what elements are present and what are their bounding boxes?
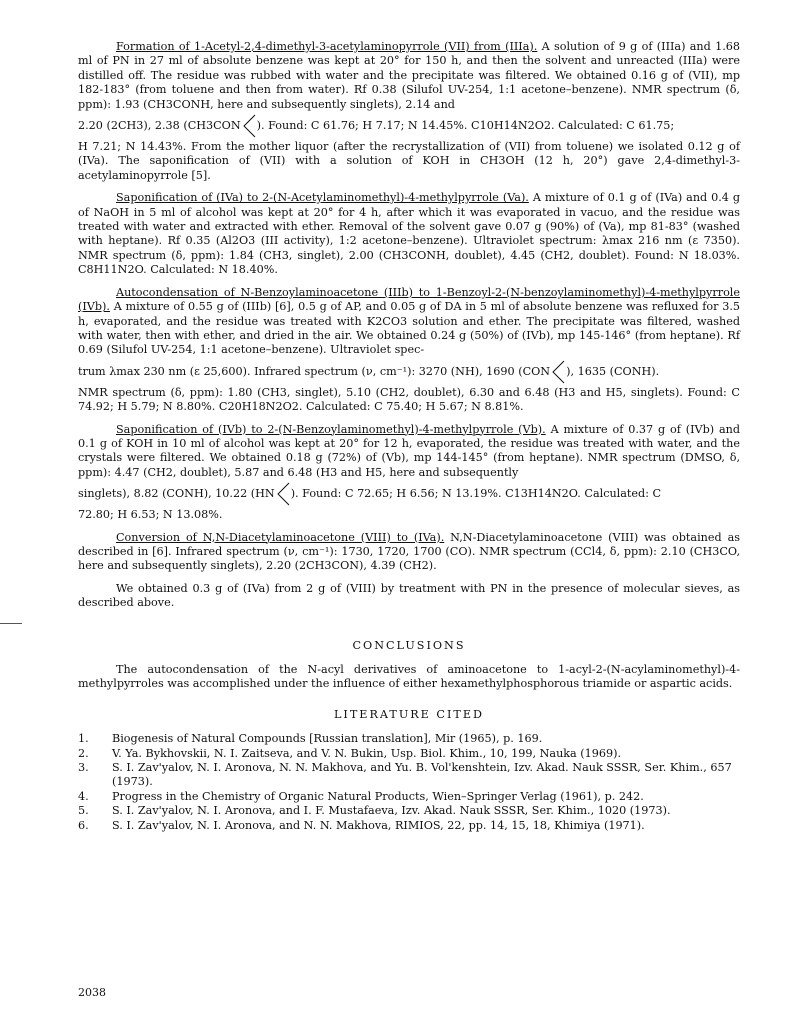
- paragraph-line: [78, 358, 740, 386]
- reference-number: 4.: [78, 789, 89, 803]
- bond-wedge-icon: [242, 113, 256, 139]
- reference-item: [78, 732, 740, 746]
- section-heading: Saponification of (IVa) to 2-(N-Acetylaminomethyl)-4-methylpyrrole (Va).: [116, 191, 529, 205]
- reference-number: 1.: [78, 732, 89, 746]
- literature-title: LITERATURE CITED: [334, 707, 484, 721]
- paragraph-saponification-ivb: [78, 423, 740, 481]
- paragraph-continued: [78, 508, 740, 522]
- paragraph-continued: [78, 386, 740, 415]
- paragraph-molecular-sieves: [78, 582, 740, 611]
- paragraph-saponification-iva: [78, 191, 740, 277]
- reference-item: [78, 761, 740, 790]
- conclusions-body: The autocondensation of the N-acyl derivatives of aminoacetone to 1-acyl-2-(N-acylaminomethyl)-4-methylpyrroles was accomplished under the influence of either hexamethylphosphorous triamide or aspartic acids.: [78, 663, 740, 691]
- conclusions-title: CONCLUSIONS: [352, 638, 466, 652]
- paragraph-line: [78, 112, 740, 140]
- paragraph-text: N,N-Diacetylaminoacetone (VIII) was obtained as described in [6]. Infrared spectrum (ν, cm⁻¹): 1730, 1720, 1700 (CO). NMR spectrum (CCl4, δ, ppm): 2.10 (CH3CO, here and subsequently singlets), 2.20 (2CH3CON), 4.39 (CH2).: [78, 530, 740, 573]
- paragraph-text: singlets), 8.82 (CONH), 10.22 (HN: [78, 487, 275, 501]
- reference-text: Progress in the Chemistry of Organic Natural Products, Wien–Springer Verlag (1961), p. 242.: [112, 789, 644, 803]
- paragraph-text: H 7.21; N 14.43%. From the mother liquor (after the recrystallization of (VII) from toluene) we isolated 0.12 g of (IVa). The saponification of (VII) with a solution of KOH in CH3OH (12 h, 20°) gave 2,4-dimethyl-3-acetylaminopyrrole [5].: [78, 140, 740, 182]
- section-heading: Formation of 1-Acetyl-2,4-dimethyl-3-acetylaminopyrrole (VII) from (IIIa).: [116, 40, 538, 53]
- paragraph-text: ). Found: C 61.76; H 7.17; N 14.45%. C10H14N2O2. Calculated: C 61.75;: [256, 119, 675, 133]
- paragraph-text: 2.20 (2CH3), 2.38 (CH3CON: [78, 119, 241, 133]
- paragraph-continued: [78, 140, 740, 183]
- paragraph-text: A mixture of 0.55 g of (IIIb) [6], 0.5 g of AP, and 0.05 g of DA in 5 ml of absolute benzene was refluxed for 3.5 h, evaporated, and the residue was treated with K2CO3 solution and ether. The precipitate was filtered, washed with water, then with ether, and dried in the air. We obtained 0.24 g (50%) of (IVb), mp 145-146° (from heptane). Rf 0.69 (Silufol UV-254, 1:1 acetone–benzene). Ultraviolet spec-: [78, 300, 740, 357]
- reference-list: [78, 732, 740, 833]
- page-number: 2038: [78, 986, 106, 999]
- section-divider: [78, 619, 740, 629]
- reference-text: S. I. Zav'yalov, N. I. Aronova, and I. F. Mustafaeva, Izv. Akad. Nauk SSSR, Ser. Khim., 1020 (1973).: [112, 804, 671, 818]
- reference-number: 3.: [78, 761, 89, 775]
- divider-line: [0, 623, 22, 624]
- reference-text: S. I. Zav'yalov, N. I. Aronova, and N. N. Makhova, RIMIOS, 22, pp. 14, 15, 18, Khimiya (1971).: [112, 818, 645, 832]
- paragraph-text: We obtained 0.3 g of (IVa) from 2 g of (VIII) by treatment with PN in the presence of molecular sieves, as described above.: [78, 581, 740, 610]
- section-heading: Conversion of N,N-Diacetylaminoacetone (VIII) to (IVa).: [116, 530, 445, 544]
- paragraph-autocondensation-iiib: [78, 286, 740, 358]
- paragraph-text: ), 1635 (CONH).: [566, 364, 660, 378]
- paragraph-conversion-viii: [78, 531, 740, 574]
- reference-number: 2.: [78, 746, 89, 760]
- paragraph-text: 72.80; H 6.53; N 13.08%.: [78, 508, 223, 522]
- section-heading: Saponification of (IVb) to 2-(N-Benzoylaminomethyl)-4-methylpyrrole (Vb).: [116, 422, 546, 436]
- paragraph-line: [78, 480, 740, 508]
- bond-wedge-icon: [551, 359, 565, 385]
- bond-wedge-icon: [276, 481, 290, 507]
- reference-number: 6.: [78, 818, 89, 832]
- paragraph-text: A mixture of 0.1 g of (IVa) and 0.4 g of NaOH in 5 ml of alcohol was kept at 20° for 4 h, after which it was evaporated in vacuo, and the residue was treated with water and extracted with ether. Removal of the solvent gave 0.07 g (90%) of (Va), mp 81-83° (washed with heptane). Rf 0.35 (Al2O3 (III activity), 1:2 acetone–benzene). Ultraviolet spectrum: λmax 216 nm (ε 7350). NMR spectrum (δ, ppm): 1.84 (CH3, singlet), 2.00 (CH3CONH, doublet), 4.45 (CH2, doublet). Found: N 18.03%. C8H11N2O. Calculated: N 18.40%.: [78, 191, 740, 277]
- reference-text: Biogenesis of Natural Compounds [Russian translation], Mir (1965), p. 169.: [112, 732, 543, 746]
- reference-text: S. I. Zav'yalov, N. I. Aronova, N. N. Makhova, and Yu. B. Vol'kenshtein, Izv. Akad. Nauk SSSR, Ser. Khim., 657 (1973).: [112, 761, 732, 789]
- reference-item: [78, 819, 740, 833]
- paragraph-text: ). Found: C 72.65; H 6.56; N 13.19%. C13H14N2O. Calculated: C: [290, 487, 662, 501]
- document-page: [78, 40, 740, 833]
- reference-item: [78, 790, 740, 804]
- paragraph-text: A solution of 9 g of (IIIa) and 1.68 ml of PN in 27 ml of absolute benzene was kept at 20° for 150 h, and then the solvent and unreacted (IIIa) were distilled off. The residue was rubbed with water and the precipitate was filtered. We obtained 0.16 g of (VII), mp 182-183° (from toluene and then from water). Rf 0.38 (Silufol UV-254, 1:1 acetone–benzene). NMR spectrum (δ, ppm): 1.93 (CH3CONH, here and subsequently singlets), 2.14 and: [78, 40, 741, 111]
- reference-text: V. Ya. Bykhovskii, N. I. Zaitseva, and V. N. Bukin, Usp. Biol. Khim., 10, 199, Nauka (1969).: [112, 746, 622, 760]
- reference-number: 5.: [78, 804, 89, 818]
- reference-item: [78, 804, 740, 818]
- reference-item: [78, 747, 740, 761]
- paragraph-text: A mixture of 0.37 g of (IVb) and 0.1 g of KOH in 10 ml of alcohol was kept at 20° for 12 h, evaporated, the residue was treated with water, and the crystals were filtered. We obtained 0.18 g (72%) of (Vb), mp 144-145° (from heptane). NMR spectrum (DMSO, δ, ppm): 4.47 (CH2, doublet), 5.87 and 6.48 (H3 and H5, here and subsequently: [78, 422, 741, 479]
- paragraph-text: trum λmax 230 nm (ε 25,600). Infrared spectrum (ν, cm⁻¹): 3270 (NH), 1690 (CON: [78, 364, 551, 378]
- section-heading: Autocondensation of N-Benzoylaminoacetone (IIIb) to 1-Benzoyl-2-(N-benzoylaminomethyl)-4-methylpyrrole (IVb).: [78, 285, 740, 314]
- paragraph-text: NMR spectrum (δ, ppm): 1.80 (CH3, singlet), 5.10 (CH2, doublet), 6.30 and 6.48 (H3 and H5, singlets). Found: C 74.92; H 5.79; N 8.80%. C20H18N2O2. Calculated: C 75.40; H 5.67; N 8.81%.: [78, 385, 740, 414]
- paragraph-formation-vii: [78, 40, 740, 112]
